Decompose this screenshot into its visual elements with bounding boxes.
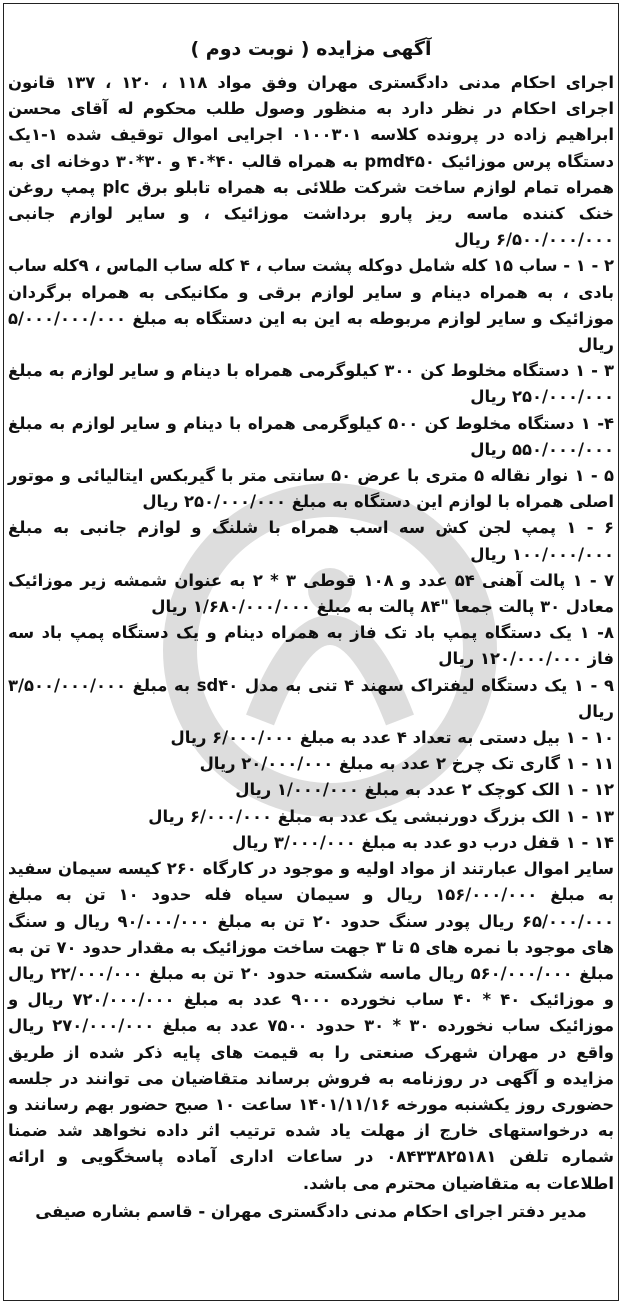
notice-signature: مدیر دفتر اجرای احکام مدنی دادگستری مهران - قاسم بشاره صیفی — [35, 1201, 587, 1221]
list-item: ۱۲ - ۱ الک کوچک ۲ عدد به مبلغ ۱/۰۰۰/۰۰۰ ریال — [235, 780, 614, 800]
list-item: ۹ - ۱ یک دستگاه لیفتراک سهند ۴ تنی به مدل sd۴۰ به مبلغ ۳/۵۰۰/۰۰۰/۰۰۰ ریال — [8, 675, 614, 721]
list-item: ۵ - ۱ نوار نقاله ۵ متری با عرض ۵۰ سانتی متر با گیربکس ایتالیائی و موتور اصلی همراه با لوازم این دستگاه به مبلغ ۲۵۰/۰۰۰/۰۰۰ ریال — [8, 466, 615, 512]
notice-title: آگهی مزایده ( نوبت دوم ) — [190, 38, 432, 60]
list-item: ۱۱ - ۱ گاری تک چرخ ۲ عدد به مبلغ ۲۰/۰۰۰/۰۰۰ ریال — [199, 754, 614, 774]
list-item: ۸- ۱ یک دستگاه پمپ باد تک فاز به همراه دینام و یک دستگاه پمپ باد سه فاز ۱۲۰/۰۰۰/۰۰۰ ریال — [8, 623, 614, 669]
list-item: ۱۴ - ۱ قفل درب دو عدد به مبلغ ۳/۰۰۰/۰۰۰ ریال — [232, 832, 614, 852]
list-item: ۴- ۱ دستگاه مخلوط کن ۵۰۰ کیلوگرمی همراه با دینام و سایر لوازم به مبلغ ۵۵۰/۰۰۰/۰۰۰ ریال — [8, 413, 615, 459]
list-item: ۲ - ۱ - ساب ۱۵ کله شامل دوکله پشت ساب ، ۴ کله ساب الماس ، ۹کله ساب بادی ، به همراه دینام و سایر لوازم برقی و مکانیکی به همراه برگردان موزائیک و سایر لوازم مربوطه به این به این دستگاه به مبلغ ۵/۰۰۰/۰۰۰/۰۰۰ ریال — [8, 256, 614, 355]
list-item: ۶ - ۱ پمپ لجن کش سه اسب همراه با شلنگ و لوازم جانبی به مبلغ ۱۰۰/۰۰۰/۰۰۰ ریال — [8, 518, 615, 564]
list-item: ۱۰ - ۱ بیل دستی به تعداد ۴ عدد به مبلغ ۶/۰۰۰/۰۰۰ ریال — [170, 728, 614, 748]
notice-intro: اجرای احکام مدنی دادگستری مهران وفق مواد ۱۱۸ ، ۱۲۰ ، ۱۳۷ قانون اجرای احکام در نظر دارد به منظور وصول طلب محکوم له آقای محسن ابراهیم زاده در پرونده کلاسه ۰۱۰۰۳۰۱ اجرایی اموال توقیف شده ۱-۱یک دستگاه پرس موزائیک pmd۴۵۰ به همراه قالب ۴۰*۴۰ و ۳۰*۳۰ دوخانه ای به همراه تمام لوازم ساخت شرکت طلائی به همراه تابلو برق plc پمپ روغن خنک کننده ماسه ریز پارو برداشت موزائیک ، و سایر لوازم جانبی ۶/۵۰۰/۰۰۰/۰۰۰ ریال — [8, 73, 615, 250]
list-item: ۷ - ۱ پالت آهنی ۵۴ عدد و ۱۰۸ قوطی ۳ * ۲ به عنوان شمشه زیر موزائیک معادل ۳۰ پالت جمعا "۸۴ پالت به مبلغ ۱/۶۸۰/۰۰۰/۰۰۰ ریال — [8, 570, 614, 617]
list-item: ۱۳ - ۱ الک بزرگ دورنبشی یک عدد به مبلغ ۶/۰۰۰/۰۰۰ ریال — [148, 806, 614, 826]
notice-closing: سایر اموال عبارتند از مواد اولیه و موجود در کارگاه ۲۶۰ کیسه سیمان سفید به مبلغ ۱۵۶/۰۰۰/۰۰۰ ریال و سیمان سیاه فله حدود ۱۰ تن به مبلغ ۶۵/۰۰۰/۰۰۰ ریال پودر سنگ حدود ۲۰ تن به مبلغ ۹۰/۰۰۰/۰۰۰ ریال و سنگ های موجود با نمره های ۵ تا ۳ جهت ساخت موزائیک به مقدار حدود ۷۰ تن به مبلغ ۵۶۰/۰۰۰/۰۰۰ ریال ماسه شکسته حدود ۲۰ تن به مبلغ ۲۲/۰۰۰/۰۰۰ ریال و موزائیک ۴۰ * ۴۰ ساب نخورده ۹۰۰۰ عدد به مبلغ ۷۲۰/۰۰۰/۰۰۰ ریال و موزائیک ساب نخورده ۳۰ * ۳۰ حدود ۷۵۰۰ عدد به مبلغ ۲۷۰/۰۰۰/۰۰۰ ریال واقع در مهران شهرک صنعتی را به قیمت های پایه ذکر شده از طریق مزایده و آگهی در روزنامه به فروش برساند متقاضیان می توانند در جلسه حضوری روز یکشنبه مورخه ۱۴۰۱/۱۱/۱۶ ساعت ۱۰ صبح حضور بهم رسانند و به درخواستهای خارج از مهلت یاد شده ترتیب اثر داده نخواهد شد ضمنا شماره تلفن ۰۸۴۳۳۸۲۵۱۸۱ در ساعات اداری آماده پاسخگویی و ارائه اطلاعات به متقاضیان محترم می باشد. — [8, 859, 615, 1193]
list-item: ۳ - ۱ دستگاه مخلوط کن ۳۰۰ کیلوگرمی همراه با دینام و سایر لوازم به مبلغ ۲۵۰/۰۰۰/۰۰۰ ریال — [8, 361, 615, 407]
notice-border — [3, 3, 619, 1301]
